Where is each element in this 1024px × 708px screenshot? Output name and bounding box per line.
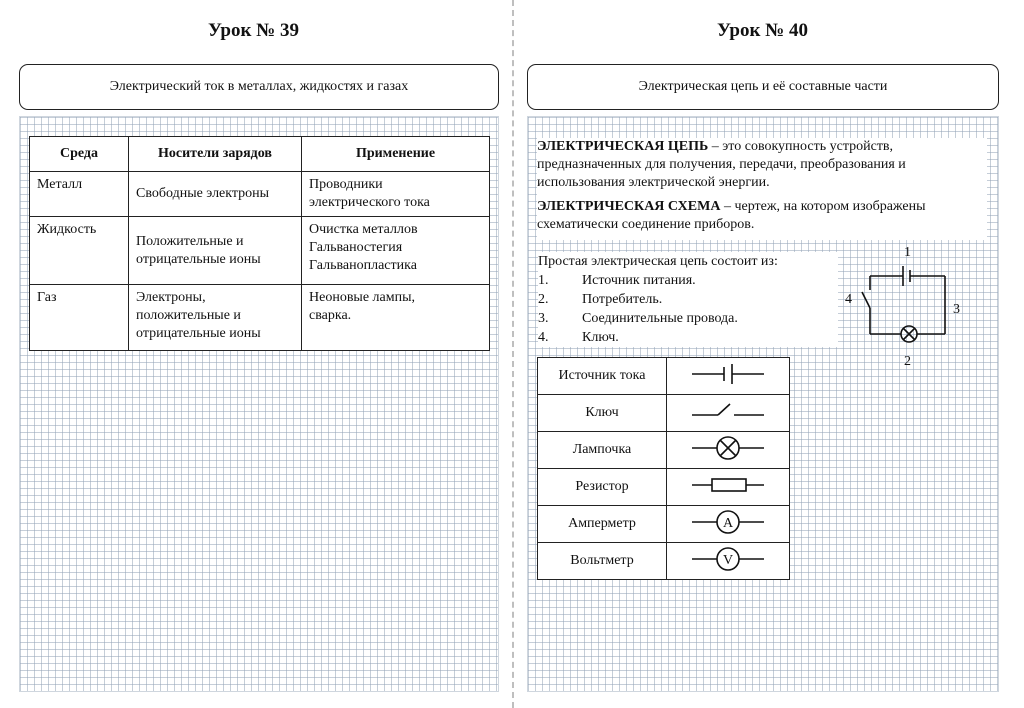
header-carriers: Носители зарядов xyxy=(129,137,302,172)
symbol-label: Ключ xyxy=(538,395,667,432)
table-row xyxy=(538,395,790,432)
voltmeter-letter: V xyxy=(722,552,734,568)
list-number: 4. xyxy=(538,330,549,345)
circuit-label-2: 2 xyxy=(904,354,911,369)
list-item xyxy=(538,271,838,290)
ammeter-letter: A xyxy=(722,515,734,531)
voltmeter-icon xyxy=(688,546,768,572)
carriers-line: отрицательные ионы xyxy=(136,251,261,267)
header-use: Применение xyxy=(302,137,490,172)
table-row xyxy=(538,506,790,543)
table-row xyxy=(538,543,790,580)
definition-scheme xyxy=(537,198,987,234)
symbol-label: Амперметр xyxy=(538,506,667,543)
cell-carriers: Свободные электроны xyxy=(129,172,302,217)
list-text: Соединительные провода. xyxy=(582,311,738,326)
cell-carriers xyxy=(129,217,302,285)
symbol-label: Вольтметр xyxy=(538,543,667,580)
resistor-icon xyxy=(688,473,768,497)
ammeter-icon xyxy=(688,509,768,535)
symbol-label: Резистор xyxy=(538,469,667,506)
switch-icon xyxy=(688,399,768,423)
table-row xyxy=(30,285,490,351)
cell-medium: Газ xyxy=(30,285,129,351)
page-divider xyxy=(512,0,514,708)
definitions xyxy=(537,138,987,240)
use-line: Гальванопластика xyxy=(309,258,417,273)
symbol-label: Источник тока xyxy=(538,358,667,395)
table-row xyxy=(538,432,790,469)
term-scheme: ЭЛЕКТРИЧЕСКАЯ СХЕМА xyxy=(537,199,721,214)
list-number: 2. xyxy=(538,292,549,307)
list-text: Ключ. xyxy=(582,330,619,345)
circuit-label-4: 4 xyxy=(845,292,852,307)
carriers-line: Электроны, xyxy=(136,290,206,305)
list-intro: Простая электрическая цепь состоит из: xyxy=(538,254,778,269)
circuit-label-1: 1 xyxy=(904,245,911,260)
simple-circuit-list xyxy=(538,252,838,347)
symbol-label: Лампочка xyxy=(538,432,667,469)
term-circuit: ЭЛЕКТРИЧЕСКАЯ ЦЕПЬ xyxy=(537,139,709,154)
circuit-diagram-icon xyxy=(840,240,970,370)
carriers-line: отрицательные ионы xyxy=(136,326,261,341)
use-line: Проводники xyxy=(309,177,383,192)
circuit-label-3: 3 xyxy=(953,302,960,317)
cell-medium: Жидкость xyxy=(30,217,129,285)
use-line: Очистка металлов xyxy=(309,222,418,237)
cell-use xyxy=(302,217,490,285)
list-text: Потребитель. xyxy=(582,292,663,307)
use-line: Гальваностегия xyxy=(309,240,403,255)
cell-medium: Металл xyxy=(30,172,129,217)
list-item xyxy=(538,290,838,309)
use-line: Неоновые лампы, xyxy=(309,290,416,305)
lesson-40-topic: Электрическая цепь и её составные части xyxy=(527,64,999,110)
table-row xyxy=(30,172,490,217)
lesson-39-topic: Электрический ток в металлах, жидкостях и газах xyxy=(19,64,499,110)
list-item xyxy=(538,309,838,328)
lesson-39-title: Урок № 39 xyxy=(208,20,299,41)
definition-circuit xyxy=(537,138,987,192)
cell-use xyxy=(302,172,490,217)
battery-icon xyxy=(688,362,768,386)
lesson-40-title: Урок № 40 xyxy=(717,20,808,41)
charge-carriers-table xyxy=(29,136,490,351)
table-row xyxy=(538,469,790,506)
table-row xyxy=(538,358,790,395)
circuit-symbols-table xyxy=(537,357,790,580)
cell-carriers xyxy=(129,285,302,351)
list-number: 3. xyxy=(538,311,549,326)
lamp-icon xyxy=(688,435,768,461)
cell-use xyxy=(302,285,490,351)
use-line: сварка. xyxy=(309,308,352,323)
carriers-line: положительные и xyxy=(136,308,241,323)
carriers-line: Положительные и xyxy=(136,233,244,249)
table-header-row xyxy=(30,137,490,172)
table-row xyxy=(30,217,490,285)
use-line: электрического тока xyxy=(309,195,430,210)
definition-text: – чертеж, на котором изображены схематически соединение приборов. xyxy=(537,199,926,232)
header-medium: Среда xyxy=(30,137,129,172)
list-number: 1. xyxy=(538,273,549,288)
list-text: Источник питания. xyxy=(582,273,696,288)
definition-text: – это совокупность устройств, предназначенных для получения, передачи, преобразования и использования электрической энергии. xyxy=(537,139,906,190)
list-item xyxy=(538,328,838,347)
